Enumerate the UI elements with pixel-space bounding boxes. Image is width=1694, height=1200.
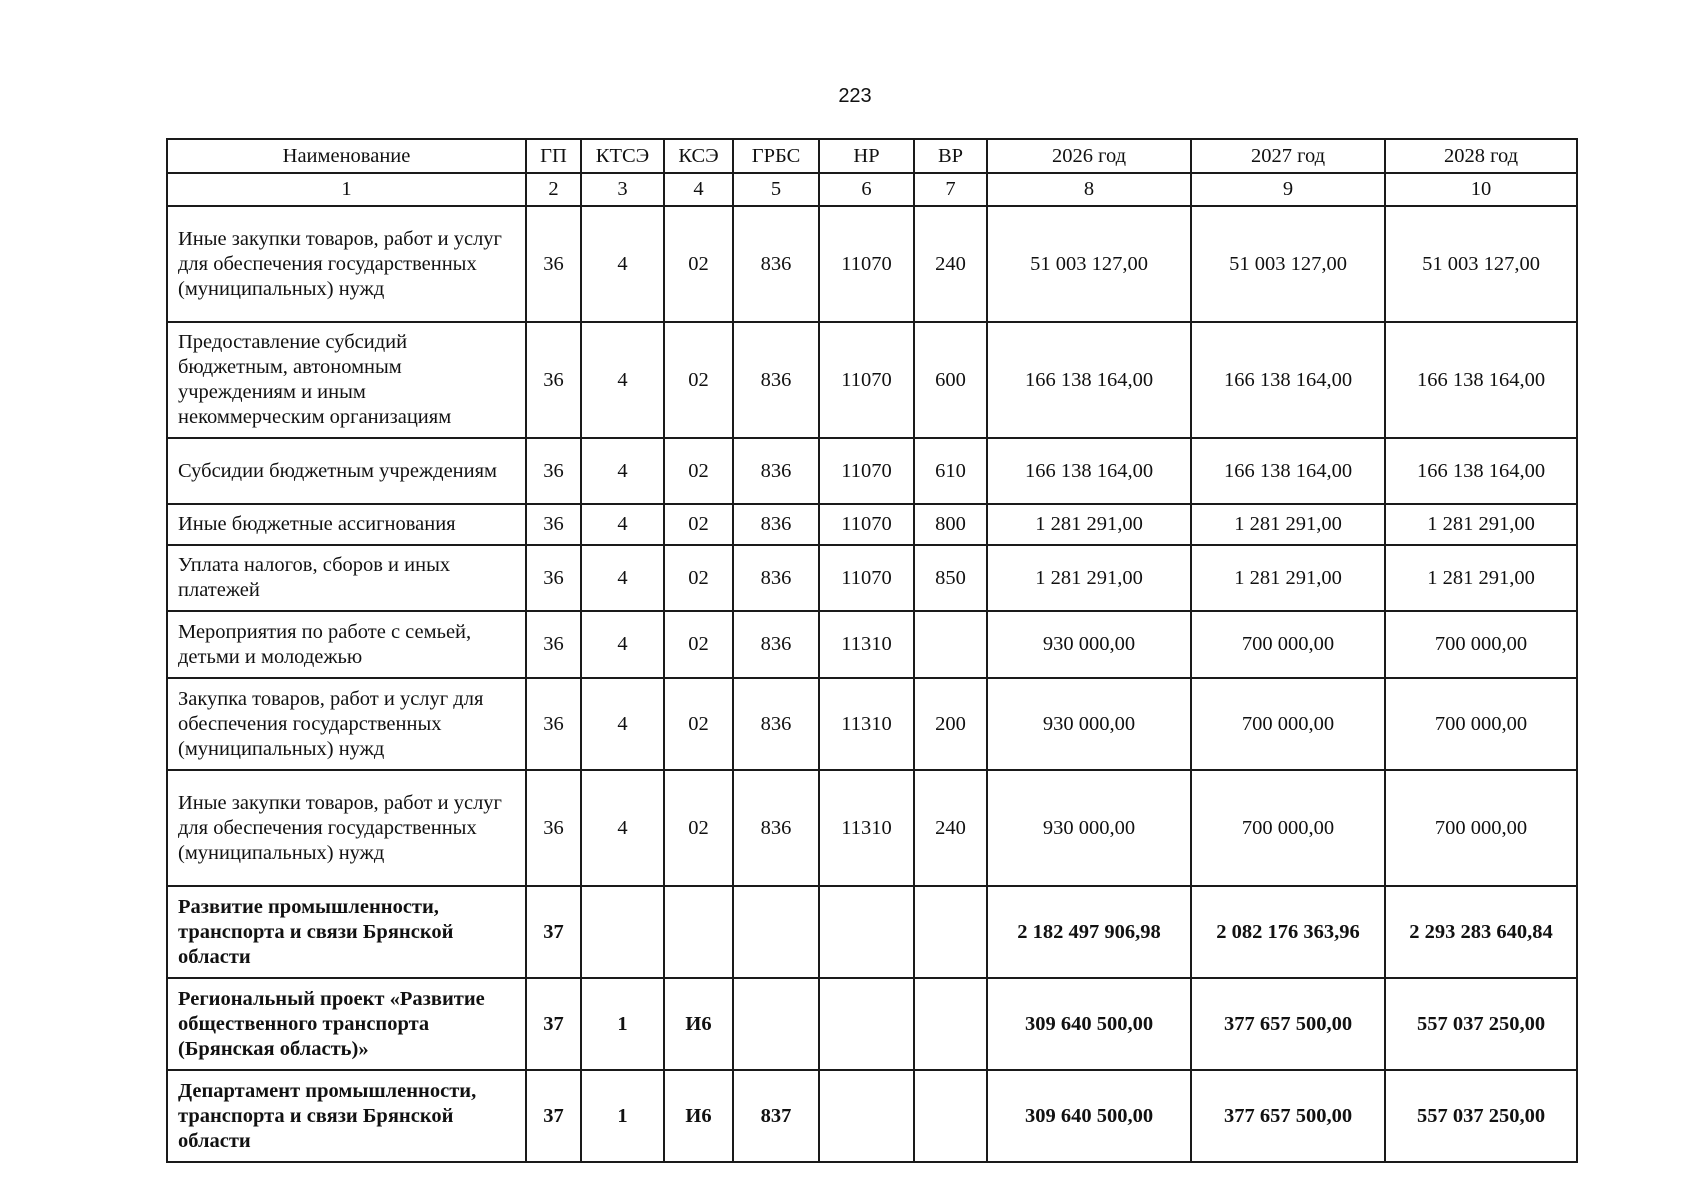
cell-kse: 02: [664, 206, 733, 322]
cell-2027: 700 000,00: [1191, 678, 1385, 770]
cell-2027: 1 281 291,00: [1191, 545, 1385, 611]
cell-2026: 51 003 127,00: [987, 206, 1191, 322]
cell-2026: 930 000,00: [987, 770, 1191, 886]
cell-vr: [914, 886, 987, 978]
cell-grbs: 836: [733, 206, 819, 322]
cell-2027: 166 138 164,00: [1191, 322, 1385, 438]
cell-gp: 36: [526, 206, 581, 322]
column-number: 6: [819, 173, 914, 206]
column-number: 9: [1191, 173, 1385, 206]
cell-2028: 51 003 127,00: [1385, 206, 1577, 322]
cell-grbs: 837: [733, 1070, 819, 1162]
cell-vr: 240: [914, 770, 987, 886]
table-row: [167, 322, 1577, 438]
cell-nr: 11310: [819, 770, 914, 886]
cell-2028: 2 293 283 640,84: [1385, 886, 1577, 978]
cell-kse: И6: [664, 978, 733, 1070]
cell-gp: 36: [526, 504, 581, 545]
cell-kse: 02: [664, 438, 733, 504]
table-row: [167, 504, 1577, 545]
cell-gp: 36: [526, 611, 581, 678]
cell-vr: [914, 611, 987, 678]
cell-nr: 11070: [819, 322, 914, 438]
cell-2027: 700 000,00: [1191, 770, 1385, 886]
cell-2028: 166 138 164,00: [1385, 322, 1577, 438]
cell-gp: 36: [526, 545, 581, 611]
cell-2027: 377 657 500,00: [1191, 978, 1385, 1070]
cell-name: Развитие промышленности, транспорта и связи Брянской области: [167, 886, 526, 978]
cell-grbs: [733, 886, 819, 978]
column-header: 2028 год: [1385, 139, 1577, 173]
budget-table: [166, 138, 1578, 1163]
cell-2026: 930 000,00: [987, 678, 1191, 770]
cell-ktse: [581, 886, 664, 978]
cell-name: Региональный проект «Развитие общественного транспорта (Брянская область)»: [167, 978, 526, 1070]
column-header: ГП: [526, 139, 581, 173]
cell-2026: 1 281 291,00: [987, 504, 1191, 545]
column-header: КСЭ: [664, 139, 733, 173]
column-number: 10: [1385, 173, 1577, 206]
cell-name: Закупка товаров, работ и услуг для обеспечения государственных (муниципальных) нужд: [167, 678, 526, 770]
cell-ktse: 4: [581, 438, 664, 504]
cell-ktse: 4: [581, 770, 664, 886]
cell-kse: И6: [664, 1070, 733, 1162]
cell-2027: 1 281 291,00: [1191, 504, 1385, 545]
cell-gp: 36: [526, 678, 581, 770]
column-header: 2027 год: [1191, 139, 1385, 173]
cell-nr: 11070: [819, 206, 914, 322]
cell-grbs: 836: [733, 770, 819, 886]
table-row: [167, 886, 1577, 978]
cell-2028: 166 138 164,00: [1385, 438, 1577, 504]
cell-2027: 51 003 127,00: [1191, 206, 1385, 322]
page-number: 223: [838, 85, 872, 107]
cell-gp: 37: [526, 978, 581, 1070]
cell-ktse: 4: [581, 322, 664, 438]
column-number: 3: [581, 173, 664, 206]
cell-name: Иные закупки товаров, работ и услуг для обеспечения государственных (муниципальных) нужд: [167, 770, 526, 886]
column-number-row: [167, 173, 1577, 206]
column-number: 4: [664, 173, 733, 206]
cell-2026: 2 182 497 906,98: [987, 886, 1191, 978]
column-header: 2026 год: [987, 139, 1191, 173]
table-row: [167, 438, 1577, 504]
cell-grbs: 836: [733, 504, 819, 545]
cell-kse: [664, 886, 733, 978]
cell-nr: 11070: [819, 504, 914, 545]
cell-grbs: 836: [733, 611, 819, 678]
cell-gp: 36: [526, 770, 581, 886]
table-row: [167, 978, 1577, 1070]
cell-nr: 11310: [819, 611, 914, 678]
table-row: [167, 770, 1577, 886]
table-row: [167, 611, 1577, 678]
cell-ktse: 4: [581, 678, 664, 770]
cell-2026: 166 138 164,00: [987, 438, 1191, 504]
cell-vr: 610: [914, 438, 987, 504]
cell-gp: 37: [526, 886, 581, 978]
cell-vr: 240: [914, 206, 987, 322]
column-number: 1: [167, 173, 526, 206]
cell-gp: 36: [526, 438, 581, 504]
column-header: ВР: [914, 139, 987, 173]
cell-2027: 700 000,00: [1191, 611, 1385, 678]
cell-2026: 1 281 291,00: [987, 545, 1191, 611]
cell-kse: 02: [664, 678, 733, 770]
cell-2028: 700 000,00: [1385, 611, 1577, 678]
cell-nr: [819, 886, 914, 978]
cell-2028: 1 281 291,00: [1385, 545, 1577, 611]
column-header: КТСЭ: [581, 139, 664, 173]
cell-2027: 2 082 176 363,96: [1191, 886, 1385, 978]
cell-2026: 930 000,00: [987, 611, 1191, 678]
cell-2028: 1 281 291,00: [1385, 504, 1577, 545]
cell-vr: 200: [914, 678, 987, 770]
table-row: [167, 545, 1577, 611]
cell-kse: 02: [664, 545, 733, 611]
cell-name: Уплата налогов, сборов и иных платежей: [167, 545, 526, 611]
column-header: Наименование: [167, 139, 526, 173]
column-number: 5: [733, 173, 819, 206]
cell-name: Предоставление субсидий бюджетным, автономным учреждениям и иным некоммерческим организациям: [167, 322, 526, 438]
cell-nr: 11070: [819, 545, 914, 611]
cell-ktse: 4: [581, 504, 664, 545]
cell-vr: 600: [914, 322, 987, 438]
cell-2026: 309 640 500,00: [987, 1070, 1191, 1162]
cell-2027: 377 657 500,00: [1191, 1070, 1385, 1162]
cell-nr: 11070: [819, 438, 914, 504]
cell-grbs: 836: [733, 438, 819, 504]
cell-grbs: [733, 978, 819, 1070]
cell-name: Субсидии бюджетным учреждениям: [167, 438, 526, 504]
cell-2028: 557 037 250,00: [1385, 1070, 1577, 1162]
cell-nr: [819, 1070, 914, 1162]
column-header: ГРБС: [733, 139, 819, 173]
cell-kse: 02: [664, 322, 733, 438]
cell-grbs: 836: [733, 545, 819, 611]
cell-nr: 11310: [819, 678, 914, 770]
cell-name: Мероприятия по работе с семьей, детьми и молодежью: [167, 611, 526, 678]
cell-name: Департамент промышленности, транспорта и связи Брянской области: [167, 1070, 526, 1162]
column-number: 8: [987, 173, 1191, 206]
cell-ktse: 1: [581, 1070, 664, 1162]
cell-2026: 166 138 164,00: [987, 322, 1191, 438]
cell-grbs: 836: [733, 678, 819, 770]
cell-kse: 02: [664, 611, 733, 678]
cell-grbs: 836: [733, 322, 819, 438]
cell-vr: 800: [914, 504, 987, 545]
column-number: 2: [526, 173, 581, 206]
cell-ktse: 1: [581, 978, 664, 1070]
cell-2028: 700 000,00: [1385, 770, 1577, 886]
table-row: [167, 206, 1577, 322]
cell-ktse: 4: [581, 611, 664, 678]
cell-vr: [914, 1070, 987, 1162]
table-row: [167, 678, 1577, 770]
column-number: 7: [914, 173, 987, 206]
cell-2028: 557 037 250,00: [1385, 978, 1577, 1070]
cell-vr: [914, 978, 987, 1070]
cell-2028: 700 000,00: [1385, 678, 1577, 770]
cell-name: Иные закупки товаров, работ и услуг для обеспечения государственных (муниципальных) нужд: [167, 206, 526, 322]
cell-ktse: 4: [581, 545, 664, 611]
table-header-row: [167, 139, 1577, 173]
cell-nr: [819, 978, 914, 1070]
column-header: НР: [819, 139, 914, 173]
cell-gp: 37: [526, 1070, 581, 1162]
cell-vr: 850: [914, 545, 987, 611]
cell-name: Иные бюджетные ассигнования: [167, 504, 526, 545]
table-row: [167, 1070, 1577, 1162]
cell-2026: 309 640 500,00: [987, 978, 1191, 1070]
cell-kse: 02: [664, 770, 733, 886]
cell-kse: 02: [664, 504, 733, 545]
cell-2027: 166 138 164,00: [1191, 438, 1385, 504]
cell-gp: 36: [526, 322, 581, 438]
cell-ktse: 4: [581, 206, 664, 322]
